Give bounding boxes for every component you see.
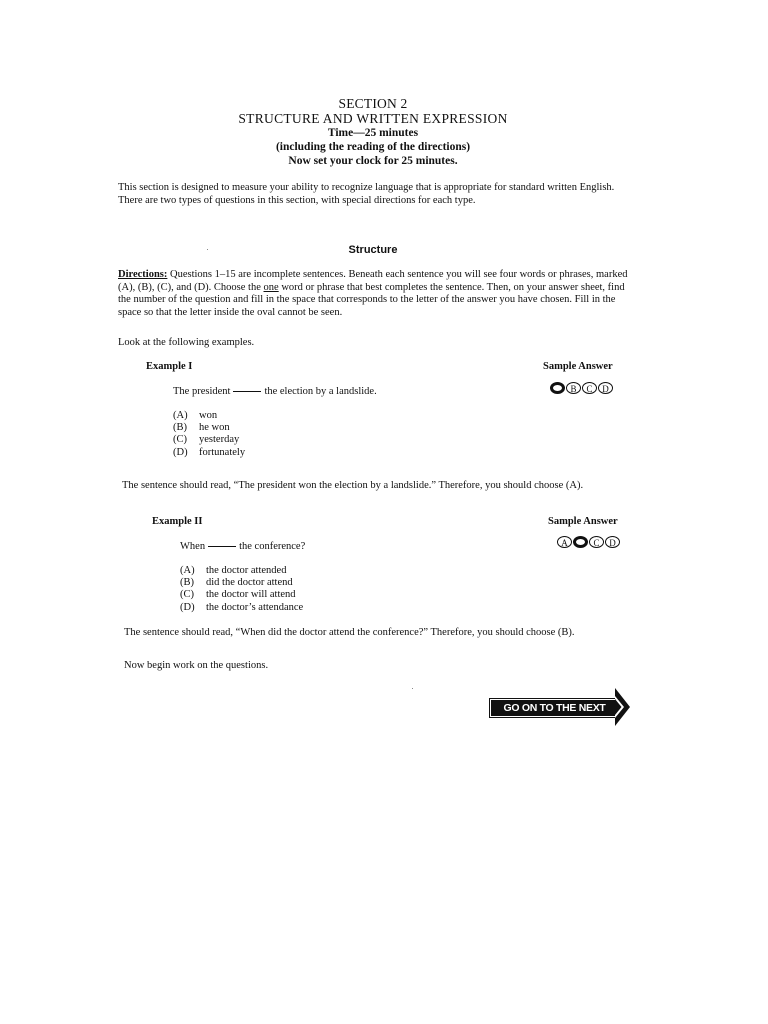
example-2-explanation: The sentence should read, “When did the doctor attend the conference?” Therefore, you should choose (B). <box>124 627 575 638</box>
begin-instruction: Now begin work on the questions. <box>124 660 269 671</box>
option-d <box>180 602 303 614</box>
option-letter: (C) <box>173 434 187 446</box>
option-letter: (D) <box>180 601 195 613</box>
option-b <box>173 422 245 434</box>
option-letter: (B) <box>180 577 194 589</box>
directions-text-1: Questions 1–15 are incomplete sentences. Beneath each sentence you will see four words or phrases, marked (A), (B), (C), and (D). Choose the <box>118 269 628 293</box>
option-letter: (A) <box>173 410 188 421</box>
look-instruction: Look at the following examples. <box>118 337 255 348</box>
section-number: SECTION 2 <box>338 96 408 111</box>
example-2-sentence-start: When <box>180 541 206 552</box>
example-2-blank <box>208 546 236 547</box>
example-1-sample-label: Sample Answer <box>543 361 613 372</box>
example-1-sentence <box>173 386 377 397</box>
example-1-label: Example I <box>146 361 193 372</box>
answer-bubble-d: D <box>605 536 620 548</box>
clock-instruction: Now set your clock for 25 minutes. <box>288 155 458 167</box>
option-text: did the doctor attend <box>206 577 293 589</box>
answer-bubble-b: B <box>566 382 581 394</box>
directions-paragraph <box>118 269 630 319</box>
answer-bubble-a <box>550 382 565 394</box>
example-1-explanation: The sentence should read, “The president won the election by a landslide.” Therefore, you should choose (A). <box>122 480 584 491</box>
example-2-label: Example II <box>152 516 203 527</box>
example-2-answer-bubbles <box>557 536 620 548</box>
answer-bubble-c: C <box>589 536 604 548</box>
arrow-right-icon <box>615 688 631 726</box>
intro-paragraph: This section is designed to measure your ability to recognize language that is appropriate for standard written English. There are two types of questions in this section, with special directions for each type. <box>118 182 615 206</box>
next-page-banner <box>489 688 631 732</box>
example-2-sentence <box>180 541 305 552</box>
directions-emphasis: one <box>263 281 279 293</box>
directions-text-2: word or phrase that best completes the sentence. Then, on your answer sheet, find the number of the question and fill in the space that corresponds to the letter of the answer you have chosen. Fill in the space so that the letter inside the oval cannot be seen. <box>118 281 625 318</box>
example-2-sentence-end: the conference? <box>239 541 306 552</box>
option-c <box>173 434 245 446</box>
option-letter: (C) <box>180 589 194 601</box>
example-1-sentence-end: the election by a landslide. <box>264 386 377 397</box>
option-letter: (B) <box>173 422 187 434</box>
directions-label: Directions: <box>118 269 168 280</box>
option-text: yesterday <box>199 434 240 446</box>
time-limit: Time—25 minutes <box>327 127 419 139</box>
answer-bubble-a: A <box>557 536 572 548</box>
scan-speck <box>412 688 413 689</box>
option-text: the doctor’s attendance <box>206 601 304 613</box>
option-c <box>180 589 303 601</box>
option-text: the doctor attended <box>206 565 287 576</box>
example-1-options <box>173 410 245 459</box>
example-2-sample-label: Sample Answer <box>548 516 618 527</box>
example-1-blank <box>233 391 261 392</box>
answer-bubble-d: D <box>598 382 613 394</box>
example-2-options <box>180 565 303 614</box>
option-text: the doctor will attend <box>206 589 296 601</box>
option-letter: (A) <box>180 565 195 576</box>
example-1-answer-bubbles <box>550 382 613 394</box>
section-title: STRUCTURE AND WRITTEN EXPRESSION <box>238 111 508 126</box>
answer-bubble-b <box>573 536 588 548</box>
option-a <box>180 565 303 577</box>
time-note: (including the reading of the directions) <box>275 141 471 153</box>
example-1-sentence-start: The president <box>173 386 231 397</box>
option-text: fortunately <box>199 446 246 458</box>
option-text: he won <box>199 422 230 434</box>
answer-bubble-c: C <box>582 382 597 394</box>
option-a <box>173 410 245 422</box>
option-d <box>173 447 245 459</box>
next-page-label: GO ON TO THE NEXT PAGE <box>489 698 620 718</box>
option-b <box>180 577 303 589</box>
structure-heading: Structure <box>348 244 398 256</box>
option-text: won <box>199 410 218 421</box>
option-letter: (D) <box>173 446 188 458</box>
